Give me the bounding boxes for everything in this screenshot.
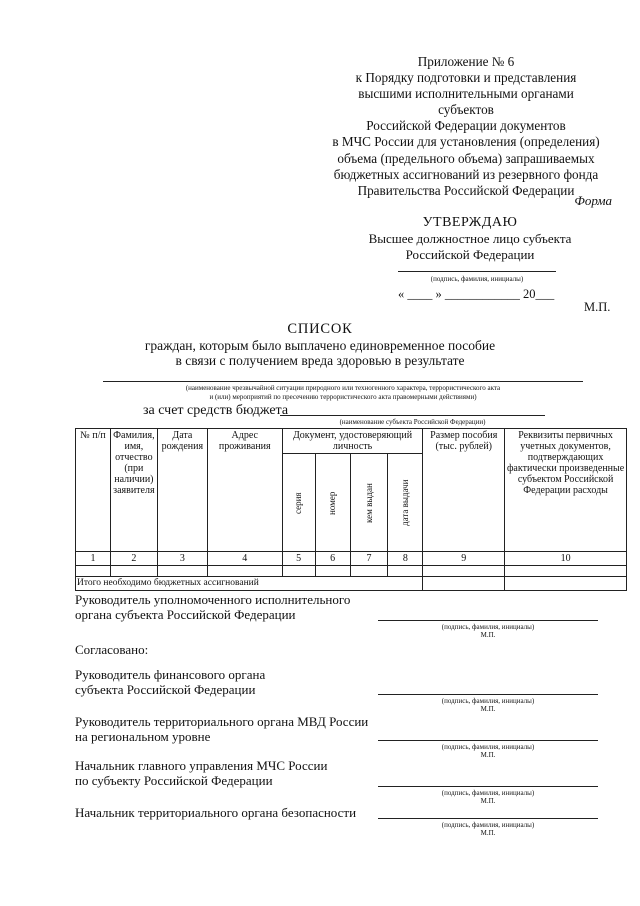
list-title: СПИСОК [287, 321, 353, 337]
column-number: 6 [315, 552, 350, 566]
column-number: 5 [282, 552, 315, 566]
header-series: серия [293, 491, 304, 514]
list-subtitle: в связи с получением вреда здоровью в результате [175, 353, 465, 368]
header-name: Фамилия, имя, отчество (при наличии) заявителя [110, 429, 157, 552]
emergency-caption: (наименование чрезвычайной ситуации природного или техногенного характера, террористического акта [185, 384, 501, 392]
form-label: Форма [574, 193, 612, 208]
appendix-line: высшими исполнительными органами субъектов [358, 86, 574, 118]
total-label: Итого необходимо бюджетных ассигнований [76, 577, 423, 591]
agreed-label: Согласовано: [75, 642, 149, 657]
header-document: Документ, удостоверяющий личность [282, 429, 423, 454]
header-number: номер [327, 490, 338, 515]
header-num: № п/п [76, 429, 111, 552]
column-number: 9 [423, 552, 505, 566]
appendix-line: в МЧС России для установления (определения) [332, 134, 600, 150]
signature-title-line: субъекта Российской Федерации [75, 682, 256, 697]
approval-line: Высшее должностное лицо субъекта [368, 231, 572, 246]
finance-signature-title [75, 667, 265, 697]
mchs-signature-line [378, 786, 598, 787]
approval-line: Российской Федерации [405, 247, 535, 262]
stamp-place: М.П. [480, 797, 496, 805]
header-issue-date: дата выдачи [399, 479, 410, 526]
signature-title-line: Руководитель территориального органа МВД России [75, 714, 369, 729]
table-row [76, 566, 627, 577]
header-birth: Дата рождения [157, 429, 207, 552]
approval-block [360, 215, 580, 263]
column-number: 10 [505, 552, 627, 566]
approval-signature-line [398, 271, 556, 272]
column-number: 4 [207, 552, 282, 566]
security-signature-line [378, 818, 598, 819]
column-number-row [76, 552, 627, 566]
mvd-signature-line [378, 740, 598, 741]
list-subtitle: граждан, которым было выплачено единовременное пособие [144, 337, 496, 353]
header-requisites: Реквизиты первичных учетных документов, подтверждающих фактически произведенные субъектом Российской Федерации расходы [505, 429, 627, 552]
signature-title-line: органа субъекта Российской Федерации [75, 607, 296, 622]
mchs-signature-title [75, 758, 327, 788]
signature-caption: (подпись, фамилия, инициалы) [441, 789, 535, 797]
emergency-caption: и (или) мероприятий по пресечению террористического акта правомерными действиями) [209, 393, 477, 401]
signature-caption: (подпись, фамилия, инициалы) [441, 821, 535, 829]
budget-name-line [280, 415, 545, 416]
list-heading [100, 322, 540, 369]
head-signature-title [75, 592, 350, 622]
approval-signature-caption: (подпись, фамилия, инициалы) [430, 275, 524, 283]
head-signature-line [378, 620, 598, 621]
mvd-signature-title [75, 714, 368, 744]
budget-label: за счет средств бюджета [143, 403, 289, 418]
budget-caption: (наименование субъекта Российской Федерации) [339, 418, 486, 426]
stamp-place: М.П. [480, 751, 496, 759]
approval-date-line: « ____ » ____________ 20___ [398, 287, 555, 301]
approval-stamp-place: М.П. [584, 300, 611, 314]
header-amount: Размер пособия (тыс. рублей) [423, 429, 505, 552]
appendix-line: к Порядку подготовки и представления [355, 70, 577, 86]
emergency-name-line [103, 381, 583, 382]
column-number: 8 [388, 552, 423, 566]
appendix-line: Приложение № 6 [417, 54, 515, 69]
column-number: 3 [157, 552, 207, 566]
security-signature-title: Начальник территориального органа безопасности [75, 805, 357, 820]
signature-caption: (подпись, фамилия, инициалы) [441, 623, 535, 631]
signature-title-line: по субъекту Российской Федерации [75, 773, 273, 788]
approval-title: УТВЕРЖДАЮ [422, 215, 518, 230]
total-row [76, 577, 627, 591]
stamp-place: М.П. [480, 705, 496, 713]
citizens-table [75, 428, 627, 591]
appendix-line: бюджетных ассигнований из резервного фонда [333, 166, 599, 182]
appendix-block [330, 54, 602, 199]
appendix-line: Правительства Российской Федерации [357, 182, 575, 198]
header-address: Адрес проживания [207, 429, 282, 552]
signature-title-line: Руководитель финансового органа [75, 667, 266, 682]
finance-signature-line [378, 694, 598, 695]
signature-title-line: Руководитель уполномоченного исполнительного [75, 592, 351, 607]
column-number: 7 [350, 552, 388, 566]
appendix-line: Российской Федерации документов [366, 118, 566, 134]
appendix-line: объема (предельного объема) запрашиваемых [337, 150, 595, 166]
column-number: 1 [76, 552, 111, 566]
stamp-place: М.П. [480, 631, 496, 639]
column-number: 2 [110, 552, 157, 566]
signature-title-line: на региональном уровне [75, 729, 211, 744]
signature-caption: (подпись, фамилия, инициалы) [441, 697, 535, 705]
header-issued-by: кем выдан [363, 482, 374, 523]
signature-caption: (подпись, фамилия, инициалы) [441, 743, 535, 751]
stamp-place: М.П. [480, 829, 496, 837]
signature-title-line: Начальник главного управления МЧС России [75, 758, 328, 773]
